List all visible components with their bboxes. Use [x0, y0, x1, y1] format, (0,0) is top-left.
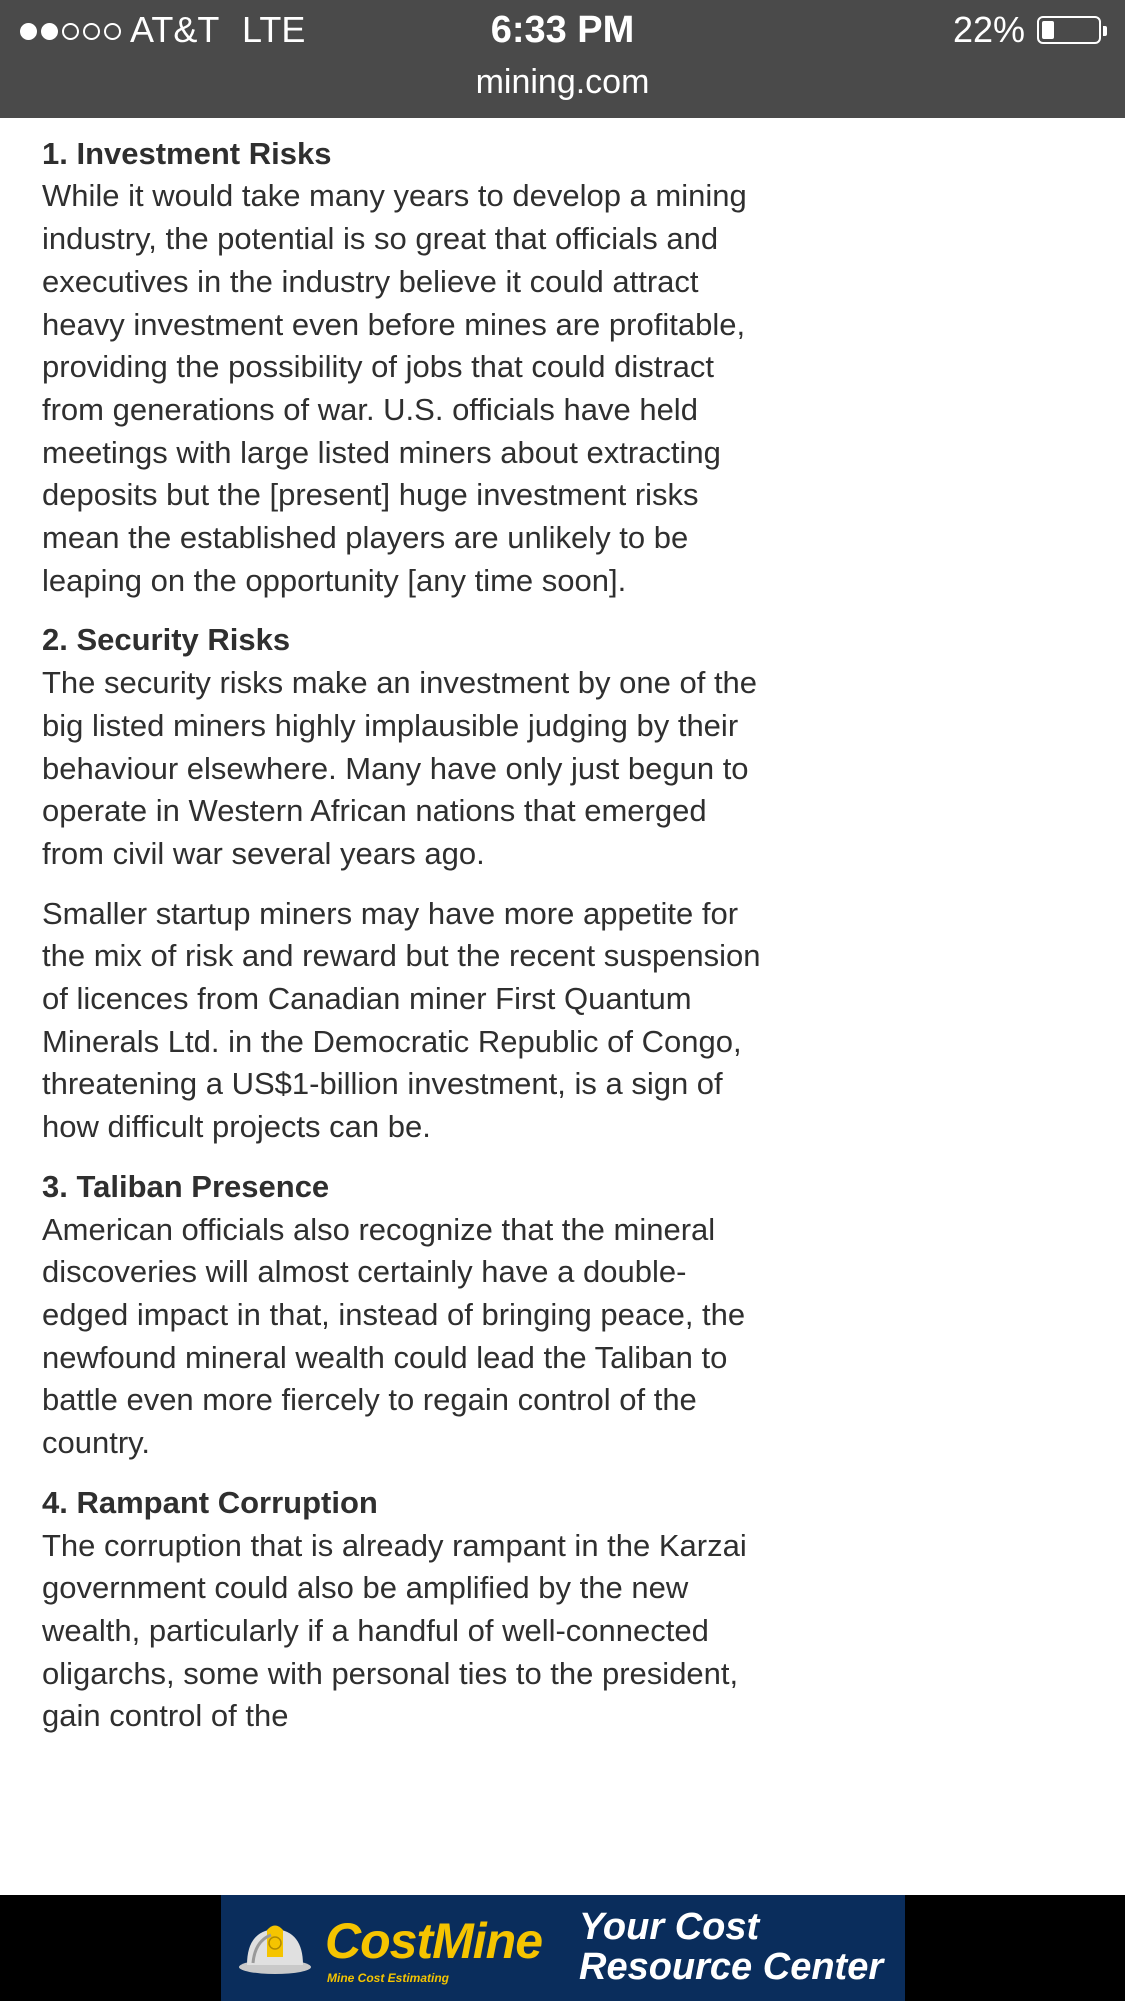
battery-tip	[1103, 26, 1107, 36]
paragraph: American officials also recognize that the mineral discoveries will almost certainly have a double-edged impact in that, instead of bringing peace, the newfound mineral wealth could lead the Taliban to battle even more fiercely to regain control of the country.	[42, 1211, 746, 1461]
section-investment-risks	[42, 133, 762, 603]
battery-fill	[1042, 21, 1054, 39]
ad-tagline-line2: Resource Center	[579, 1946, 884, 1988]
battery-percentage: 22%	[952, 9, 1025, 50]
status-row	[0, 0, 1125, 62]
ad-brand-name: CostMine	[325, 1913, 542, 1969]
paragraph: The corruption that is already rampant in the Karzai government could also be amplified by the new wealth, particularly if a handful of well-connected oligarchs, some with personal ties to the president, gain control of the	[42, 1527, 747, 1734]
paragraph: While it would take many years to develop a mining industry, the potential is so great that officials and executives in the industry believe it could attract heavy investment even before mines are profitable, providing the possibility of jobs that could distract from generations of war. U.S. officials have held meetings with large listed miners about extracting deposits but the [present] huge investment risks mean the established players are unlikely to be leaping on the opportunity [any time soon].	[42, 178, 747, 598]
hardhat-icon	[237, 1917, 313, 1977]
ad-bar	[0, 1895, 1125, 2001]
section-title: 1. Investment Risks	[42, 135, 332, 171]
battery-icon	[1037, 16, 1101, 44]
ad-tagline-line1: Your Cost	[579, 1906, 760, 1948]
status-bar	[0, 0, 1125, 118]
section-title: 3. Taliban Presence	[42, 1168, 330, 1204]
paragraph: The security risks make an investment by one of the big listed miners highly implausible judging by their behaviour elsewhere. Many have only just begun to operate in Western African nations that emerged from civil war several years ago.	[42, 665, 758, 871]
section-title: 4. Rampant Corruption	[42, 1484, 378, 1520]
costmine-ad-banner[interactable]	[221, 1895, 905, 2001]
network-type: LTE	[242, 9, 306, 50]
ad-logo	[221, 1895, 561, 2001]
section-taliban-presence	[42, 1166, 762, 1465]
ad-brand-subtitle: Mine Cost Estimating	[327, 1971, 450, 1985]
section-rampant-corruption	[42, 1482, 762, 1738]
address-bar-url[interactable]: mining.com	[475, 63, 650, 101]
section-security-risks	[42, 619, 762, 1148]
status-time: 6:33 PM	[490, 9, 635, 51]
paragraph: Smaller startup miners may have more appetite for the mix of risk and reward but the recent suspension of licences from Canadian miner First Quantum Minerals Ltd. in the Democratic Republic of Congo, threatening a US$1-billion investment, is a sign of how difficult projects can be.	[42, 895, 761, 1145]
section-title: 2. Security Risks	[42, 622, 291, 658]
carrier-name: AT&T	[130, 9, 220, 50]
ad-tagline	[579, 1907, 899, 1987]
article-body	[42, 78, 762, 1755]
